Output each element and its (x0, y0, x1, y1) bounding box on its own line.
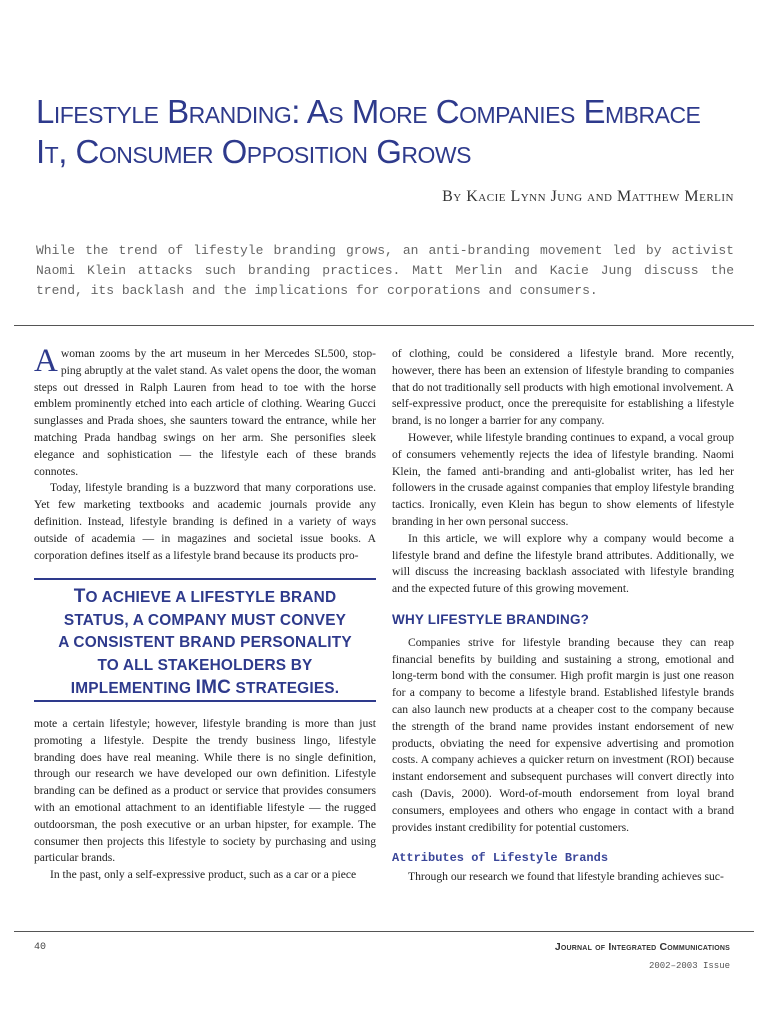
paragraph-text: woman zooms by the art museum in her Mercedes SL500, stop-ping abruptly at the valet stand. As valet opens the door, the woman steps out dressed in Ralph Lauren from head to toe with the horse emblem prominently etched into each article of clothing. Wearing Gucci sunglasses and Prada shoes, she saunters toward the entrance, while her matching Prada handbag swings on her arm. She personifies sleek elegance and sophistication — the lifestyle each of these brands connotes. (34, 347, 376, 478)
left-column-bottom (34, 716, 376, 884)
paragraph: However, while lifestyle branding continues to expand, a vocal group of consumers vehemently rejects the idea of lifestyle branding. Naomi Klein, the famed anti-branding and anti-globalist writer, has led her followers in the crusade against companies that employ lifestyle branding tactics. Ironically, even Klein has begun to show elements of lifestyle branding in her own personal success. (392, 430, 734, 528)
paragraph: mote a certain lifestyle; however, lifestyle branding is more than just promoting a lifestyle. Despite the trendy business lingo, lifestyle branding does have real meaning. While there is no single definition, through our research we have developed our own definition. Lifestyle branding can be defined as a product or service that provides consumers with an emotional attachment to an identifiable lifestyle — the rugged outdoorsman, the posh executive or an urban hipster, for example. The consumer then projects this lifestyle to society by purchasing and using particular brands. (34, 717, 376, 865)
article-title: Lifestyle Branding: As More Companies Embrace It, Consumer Opposition Grows (36, 93, 701, 170)
paragraph: In the past, only a self-expressive product, such as a car or a piece (50, 868, 357, 882)
journal-name: Journal of Integrated Communications (554, 941, 730, 953)
pull-quote-line: TO ACHIEVE A LIFESTYLE BRAND (73, 586, 337, 607)
pull-quote-line: TO ALL STAKEHOLDERS BY (97, 656, 313, 674)
drop-cap: A (34, 343, 58, 379)
bottom-divider (14, 931, 754, 932)
paragraph: Today, lifestyle branding is a buzzword that many corporations use. Yet few marketing textbooks and academic journals provide any definition. Instead, lifestyle branding is defined in a variety of ways outside of academia — in magazines and societal issue books. A corporation defines itself as a lifestyle brand because its products pro- (34, 481, 376, 562)
top-divider (14, 325, 754, 326)
paragraph: Through our research we found that lifestyle branding achieves suc- (408, 870, 724, 884)
subsection-heading: Attributes of Lifestyle Brands (392, 851, 609, 866)
pull-quote-line: IMPLEMENTING IMC STRATEGIES. (70, 677, 340, 698)
section-heading: WHY LIFESTYLE BRANDING? (392, 611, 590, 627)
paragraph (34, 343, 376, 480)
paragraph: Companies strive for lifestyle branding because they can reap financial benefits by building and sustaining a strong, emotional and long-term bond with the consumer. High profit margin is just one reason for a company to become a lifestyle brand. Established lifestyle brands can also launch new products at a cheaper cost to the company because the strength of the brand name provides instant endorsement of new products, obviating the need for expensive advertising and promotion costs. A company achieves a quicker return on investment (ROI) because instant endorsement and subsequent purchases will convert directly into cash (Davis, 2000). Word-of-mouth endorsement from loyal brand consumers, employees and others who engage in contact with a brand provides instant credibility for potential customers. (392, 635, 734, 834)
paragraph: of clothing, could be considered a lifestyle brand. More recently, however, there has been an extension of lifestyle branding to companies that do not traditionally sell products with high emotional involvement. A self-expressive product, once the prerequisite for establishing a lifestyle brand, is no longer a barrier for any company. (392, 347, 734, 428)
pull-quote-line: A CONSISTENT BRAND PERSONALITY (58, 634, 352, 651)
page-number: 40 (34, 942, 47, 953)
article-deck: While the trend of lifestyle branding grows, an anti-branding movement led by activist Naomi Klein attacks such branding practices. Matt Merlin and Kacie Jung discuss the trend, its backlash and the implications for corporations and consumers. (36, 243, 734, 298)
issue-label: 2002–2003 Issue (648, 961, 730, 971)
left-column-top (34, 343, 376, 564)
pull-quote-line: STATUS, A COMPANY MUST CONVEY (63, 611, 347, 629)
pull-quote (34, 578, 376, 702)
byline: By Kacie Lynn Jung and Matthew Merlin (442, 188, 734, 205)
paragraph: In this article, we will explore why a company would become a lifestyle brand and define the lifestyle brand attributes. Additionally, we will discuss the increasing backlash associated with lifestyle branding and the expected future of this growing movement. (392, 531, 734, 596)
right-column (392, 346, 734, 886)
